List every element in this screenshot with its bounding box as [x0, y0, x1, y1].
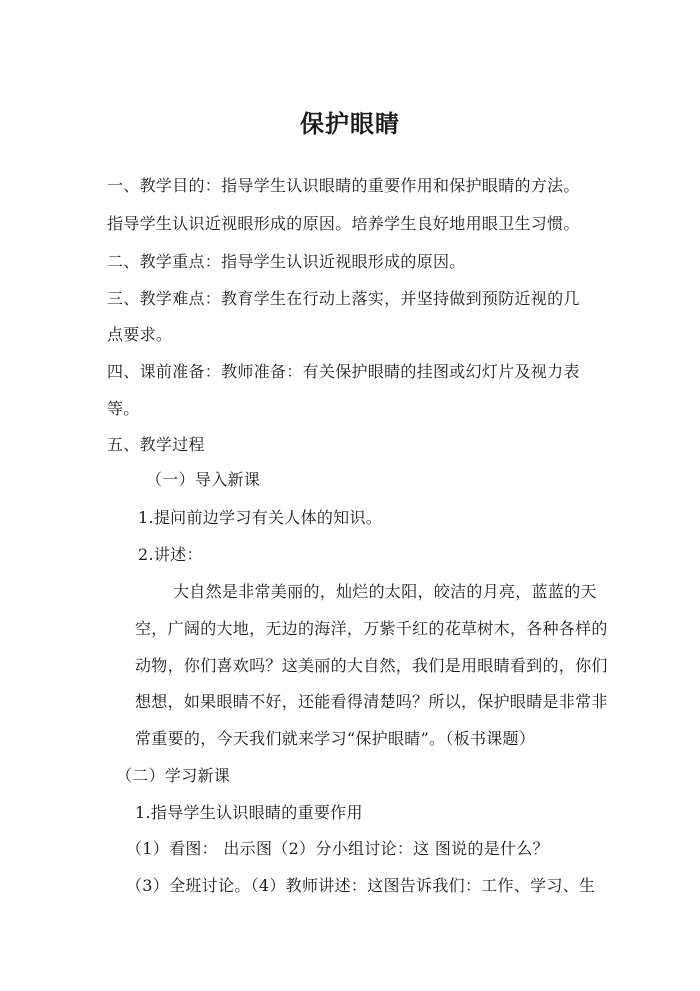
text-line-19: （1）看图： 出示图（2）分小组讨论：这 图说的是什么？: [126, 839, 549, 858]
text-line-2: 指导学生认识近视眼形成的原因。培养学生良好地用眼卫生习惯。: [107, 214, 580, 233]
text-line-18: 1.指导学生认识眼睛的重要作用: [135, 803, 363, 822]
text-line-10: 1.提问前边学习有关人体的知识。: [138, 508, 383, 527]
text-line-7: 等。: [107, 399, 140, 418]
text-line-5: 点要求。: [107, 325, 173, 344]
text-line-12: 大自然是非常美丽的，灿烂的太阳，皎洁的月亮，蓝蓝的天: [173, 582, 597, 601]
text-line-15: 想想，如果眼睛不好，还能看得清楚吗？所以，保护眼睛是非常非: [135, 692, 608, 711]
text-line-1: 一、教学目的：指导学生认识眼睛的重要作用和保护眼睛的方法。: [107, 176, 580, 195]
text-line-13: 空，广阔的大地，无边的海洋，万紫千红的花草树木，各种各样的: [135, 619, 608, 638]
text-line-11: 2.讲述：: [138, 545, 203, 564]
text-line-9: （一）导入新课: [146, 470, 261, 489]
text-line-16: 常重要的，今天我们就来学习“保护眼睛”。（板书课题）: [135, 729, 536, 748]
text-line-6: 四、课前准备：教师准备：有关保护眼睛的挂图或幻灯片及视力表: [107, 362, 580, 381]
text-line-4: 三、教学难点：教育学生在行动上落实，并坚持做到预防近视的几: [107, 289, 580, 308]
text-line-20: （3）全班讨论。（4）教师讲述：这图告诉我们：工作、学习、生: [126, 876, 596, 895]
text-line-3: 二、教学重点：指导学生认识近视眼形成的原因。: [107, 252, 466, 271]
document-title: 保护眼睛: [300, 110, 400, 138]
text-line-17: （二）学习新课: [116, 766, 231, 785]
text-line-14: 动物，你们喜欢吗？这美丽的大自然，我们是用眼睛看到的，你们: [135, 656, 608, 675]
text-line-8: 五、教学过程: [107, 435, 205, 454]
